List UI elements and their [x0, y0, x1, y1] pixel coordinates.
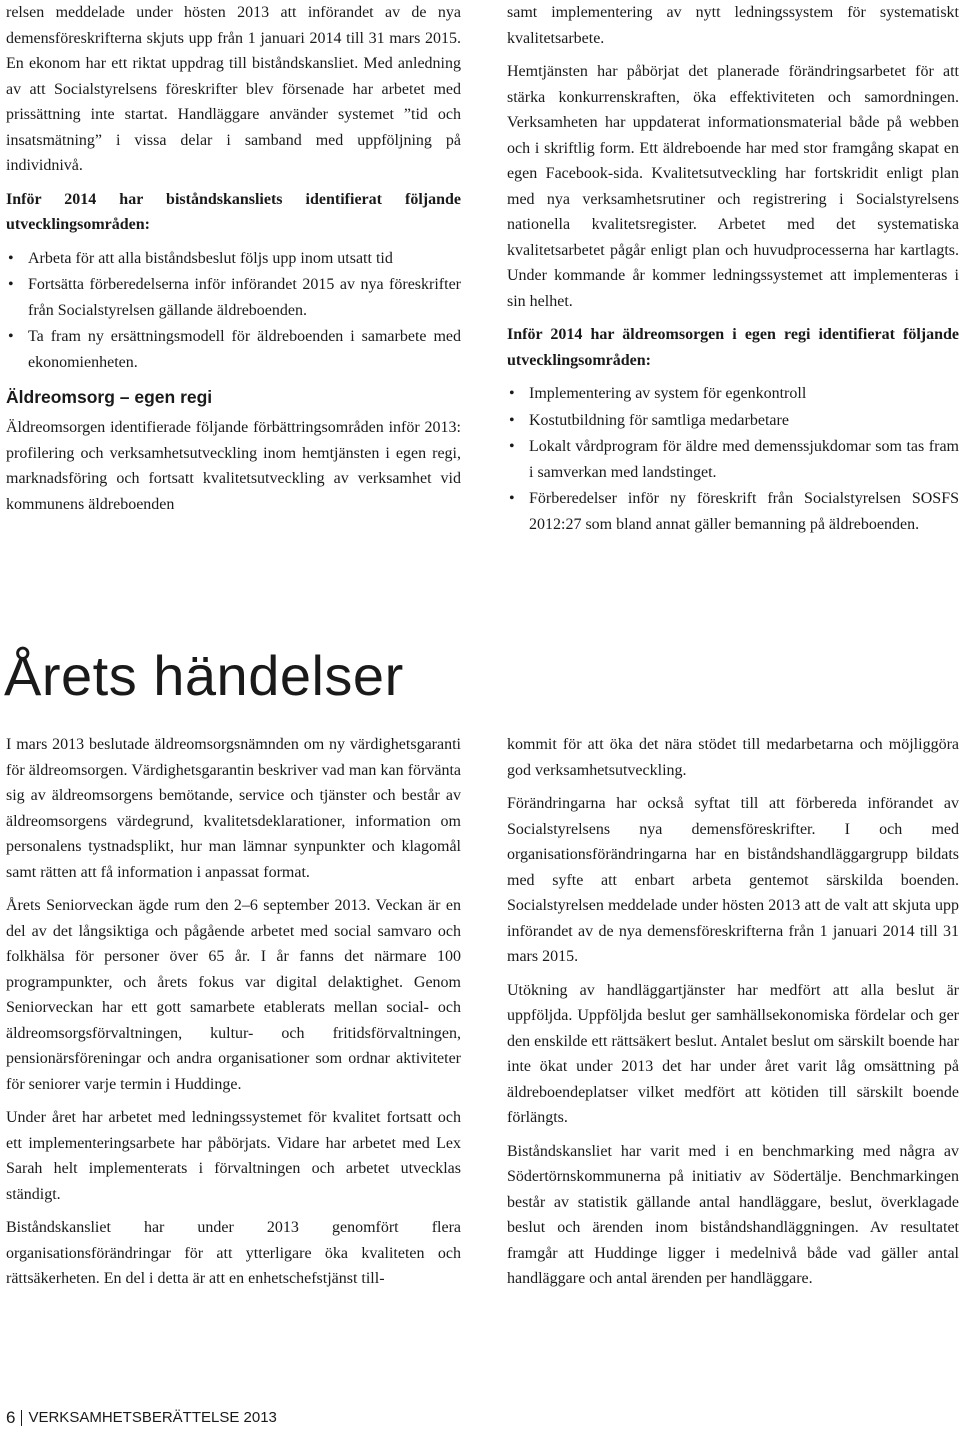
bullet-icon: • — [509, 411, 515, 429]
footer-title: VERKSAMHETSBERÄTTELSE 2013 — [28, 1409, 277, 1426]
list-item: • Ta fram ny ersättningsmodell för äldreboenden i samarbete med ekonomienheten. — [6, 324, 461, 375]
bullet-icon: • — [8, 249, 14, 267]
bullet-icon: • — [509, 385, 515, 402]
bullet-icon: • — [509, 490, 515, 507]
paragraph: Biståndskansliet har under 2013 genomfört flera organisationsförändringar för att ytterligare öka kvaliteten och rättsäkerheten. En del i detta är att en enhetschefstjänst till- — [6, 1219, 461, 1287]
page-section-title: Årets händelser — [4, 644, 404, 707]
bullet-icon: • — [8, 328, 14, 345]
page-footer — [6, 1408, 277, 1428]
paragraph: relsen meddelade under hösten 2013 att införandet av de nya demensföreskrifterna skjuts upp från 1 januari 2014 till 31 mars 2015. En ekonom har ett riktat uppdrag till biståndskansliet. Med anledning av att Socialstyrelsens föreskrifter blev försenade har arbetet med prissättning inte startat. Handläggare använder systemet ”tid och insatsmätning” i vissa delar i samband med uppföljning på individnivå. — [6, 4, 461, 174]
paragraph: Årets Seniorveckan ägde rum den 2–6 september 2013. Veckan är en del av det långsiktiga och pågående arbetet med social samvaro och folkhälsa för personer över 65 år. I år fanns det närmare 100 programpunkter, och årets fokus var digital delaktighet. Genom Seniorveckan har ett gott samarbete etablerats mellan social- och äldreomsorgsförvaltningen, kultur- och fritidsförvaltningen, pensionärsföreningar och andra organisationer som ordnar aktiviteter för seniorer varje termin i Huddinge. — [6, 897, 461, 1093]
paragraph: Under året har arbetet med ledningssystemet för kvalitet fortsatt och ett implementeringsarbete har påbörjats. Vidare har arbetet med Lex Sarah helt implementerats i förvaltningen och arbetet utvecklas ständigt. — [6, 1109, 461, 1203]
paragraph: Hemtjänsten har påbörjat det planerade förändringsarbetet för att stärka konkurrenskraften, öka effektiviteten och samordningen. Verksamheten har uppdaterat informationsmaterial både på webben och i skriftlig form. Ett äldreboende har med stor framgång skapat en egen Facebook-sida. Kvalitetsutveckling har fortskridit enligt plan med nya verksamhetsrutiner och registrering i Socialstyrelsens nationella kvalitetsregister. Arbetet med det systematiska kvalitetsarbetet pågår enligt plan och huvudprocesserna har kartlagts. Under kommande år kommer ledningssystemet att implementeras i sin helhet. — [507, 63, 959, 310]
paragraph: kommit för att öka det nära stödet till medarbetarna och möjliggöra god verksamhetsutveckling. — [507, 736, 959, 779]
bullet-list — [507, 381, 959, 537]
bullet-list — [6, 246, 461, 376]
lead-paragraph: Inför 2014 har biståndskansliets identifierat följande utvecklingsområden: — [6, 190, 461, 233]
paragraph: Biståndskansliet har varit med i en benchmarking med några av Södertörnskommunerna på initiativ av Södertälje. Benchmarkingen består av statistik gällande antal handläggare, beslut, överklagade beslut och ärenden inom biståndshandläggningen. Av resultatet framgår att Huddinge ligger i medelnivå både vad gäller antal handläggare och antal ärenden per handläggare. — [507, 1142, 959, 1287]
list-item: • Förberedelser inför ny föreskrift från Socialstyrelsen SOSFS 2012:27 som bland annat gäller bemanning på äldreboenden. — [507, 486, 959, 537]
list-item: • Lokalt vårdprogram för äldre med demenssjukdomar som tas fram i samverkan med landstinget. — [507, 434, 959, 485]
paragraph: I mars 2013 beslutade äldreomsorgsnämnden om ny värdighetsgaranti för äldreomsorgen. Värdighetsgarantin beskriver vad man kan förvänta sig av äldreomsorgens bemötande, service och tjänster och består av äldreomsorgens värdegrund, kvalitetsdeklarationer, information om personalens tystnadsplikt, hur man lämnar synpunkter och klagomål samt rätten att få information i anpassat format. — [6, 736, 461, 881]
bullet-icon: • — [8, 276, 14, 293]
paragraph: Utökning av handläggartjänster har medfört att alla beslut är uppföljda. Uppföljda beslut ger samhällsekonomiska fördelar och ger den enskilde ett rättsäkert beslut. Antalet beslut om särskilt boende har inte ökat under 2013 det har under året varit låg omsättning på äldreboendeplatser vilket medfört att kötiden till särskilt boende förlängts. — [507, 981, 959, 1126]
list-item: • Kostutbildning för samtliga medarbetare — [507, 408, 959, 434]
paragraph: Förändringarna har också syftat till att förbereda införandet av Socialstyrelsens nya demensföreskrifter. I och med organisationsförändringarna har en biståndshandläggargrupp bildats med syfte att enbart arbeta gentemot särskilda boenden. Socialstyrelsen meddelade under hösten 2013 att de valt att skjuta upp införandet av de nya demensföreskrifterna från 1 januari 2014 till 31 mars 2015. — [507, 795, 959, 965]
left-bottom-column — [6, 732, 461, 1300]
list-item: • Fortsätta förberedelserna inför införandet 2015 av nya föreskrifter från Socialstyrelsen gällande äldreboenden. — [6, 272, 461, 323]
footer-divider — [21, 1410, 22, 1426]
list-item: • Arbeta för att alla biståndsbeslut följs upp inom utsatt tid — [6, 246, 461, 272]
list-item: • Implementering av system för egenkontroll — [507, 381, 959, 407]
paragraph: Äldreomsorgen identifierade följande förbättringsområden inför 2013: profilering och verksamhetsutveckling inom hemtjänsten i egen regi, marknadsföring och fortsatt kvalitetsutveckling av verksamhet vid kommunens äldreboenden — [6, 419, 461, 513]
right-top-column — [507, 0, 959, 545]
bullet-icon: • — [509, 438, 515, 455]
page-number: 6 — [6, 1408, 16, 1427]
paragraph: samt implementering av nytt ledningssystem för systematiskt kvalitetsarbete. — [507, 4, 959, 47]
left-top-column — [6, 0, 461, 525]
lead-paragraph: Inför 2014 har äldreomsorgen i egen regi identifierat följande utvecklingsområden: — [507, 326, 959, 369]
section-heading: Äldreomsorg – egen regi — [6, 387, 213, 407]
right-bottom-column — [507, 732, 959, 1300]
